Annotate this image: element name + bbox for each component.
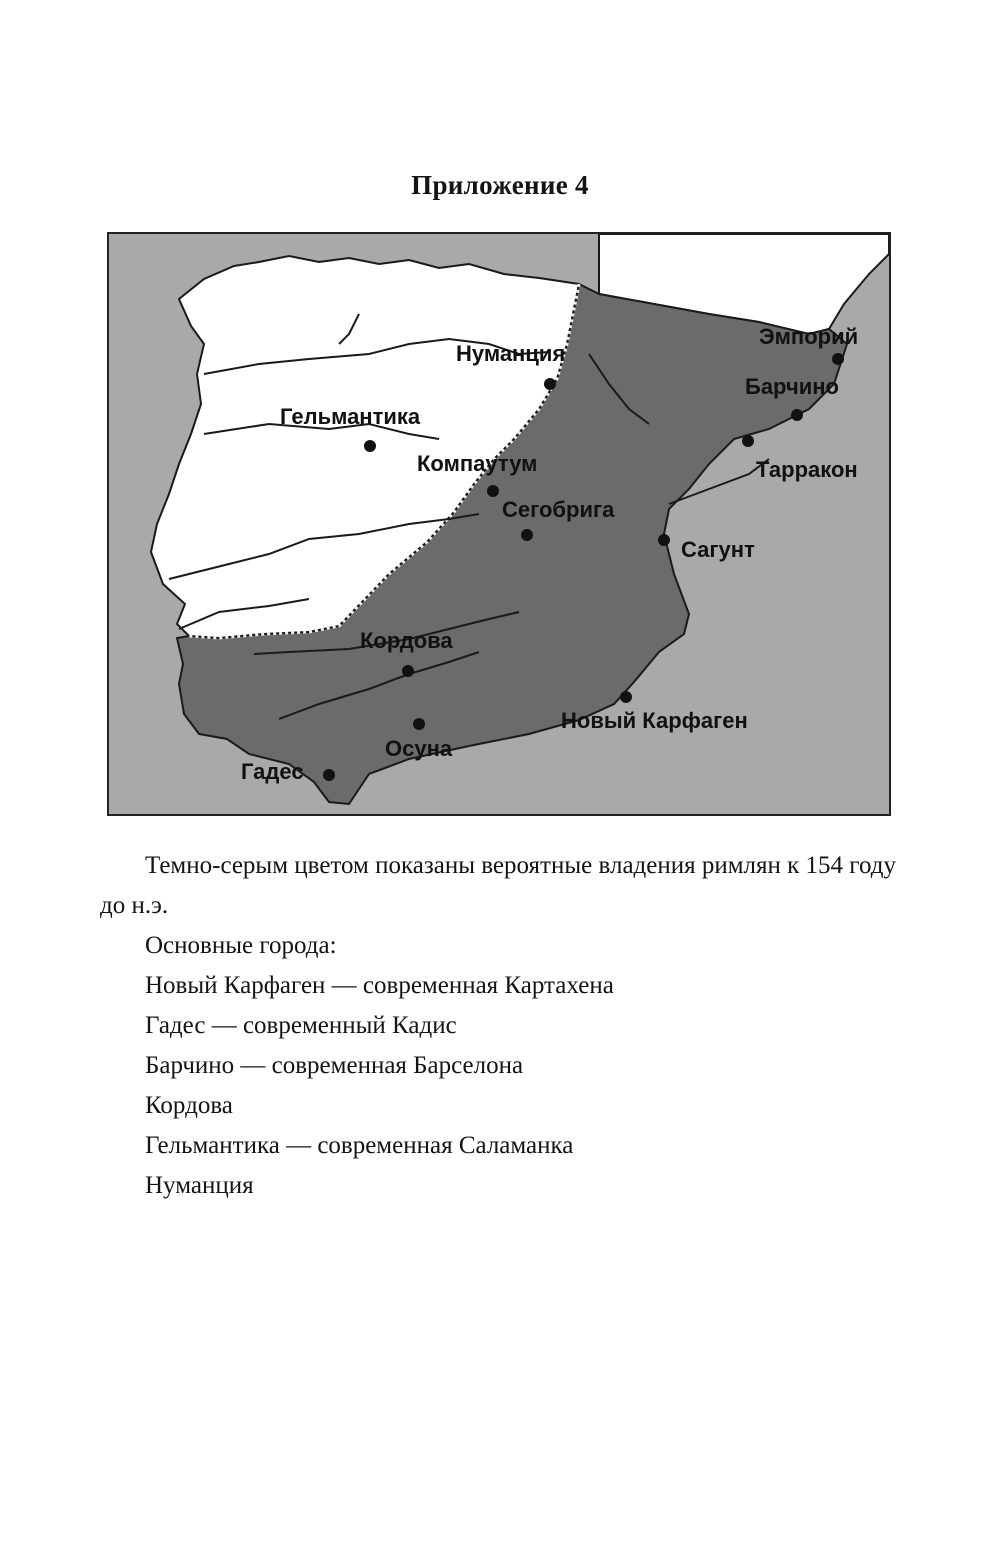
page-title: Приложение 4	[411, 170, 589, 200]
city-label-helmantica: Гельмантика	[280, 404, 421, 429]
map-of-iberia	[107, 232, 891, 816]
city-dot-tarraco	[742, 435, 754, 447]
city-label-emporion: Эмпорий	[759, 324, 859, 349]
city-dot-numantia	[544, 378, 556, 390]
city-dot-helmantica	[364, 440, 376, 452]
city-label-tarraco: Тарракон	[756, 457, 858, 482]
city-label-gades: Гадес	[241, 759, 304, 784]
cities-list-item: Новый Карфаген — современная Картахена	[145, 972, 614, 999]
cities-list-item: Нуманция	[145, 1172, 254, 1199]
city-dot-saguntum	[658, 534, 670, 546]
caption-paragraph: Темно-серым цветом показаны вероятные владения римлян к 154 году до н.э.	[100, 852, 896, 919]
city-label-numantia: Нуманция	[456, 341, 566, 366]
city-label-barcino: Барчино	[745, 374, 839, 399]
city-dot-corduba	[402, 665, 414, 677]
cities-list-item: Барчино — современная Барселона	[145, 1052, 524, 1079]
city-dot-gades	[323, 769, 335, 781]
cities-list-item: Гадес — современный Кадис	[145, 1012, 457, 1039]
city-dot-osuna	[413, 718, 425, 730]
city-dot-barcino	[791, 409, 803, 421]
city-label-segobriga: Сегобрига	[502, 497, 615, 522]
city-label-saguntum: Сагунт	[681, 537, 755, 562]
city-label-carthago-nova: Новый Карфаген	[561, 708, 748, 733]
city-dot-carthago-nova	[620, 691, 632, 703]
city-dot-segobriga	[521, 529, 533, 541]
city-label-corduba: Кордова	[360, 628, 453, 653]
city-dot-emporion	[832, 353, 844, 365]
cities-list-title: Основные города:	[145, 932, 337, 959]
city-label-osuna: Осуна	[385, 736, 453, 761]
cities-list-item: Гельмантика — современная Саламанка	[145, 1132, 574, 1159]
city-label-complutum: Компаутум	[417, 451, 538, 476]
city-dot-complutum	[487, 485, 499, 497]
cities-list-item: Кордова	[145, 1092, 233, 1119]
caption-block	[100, 846, 900, 1206]
